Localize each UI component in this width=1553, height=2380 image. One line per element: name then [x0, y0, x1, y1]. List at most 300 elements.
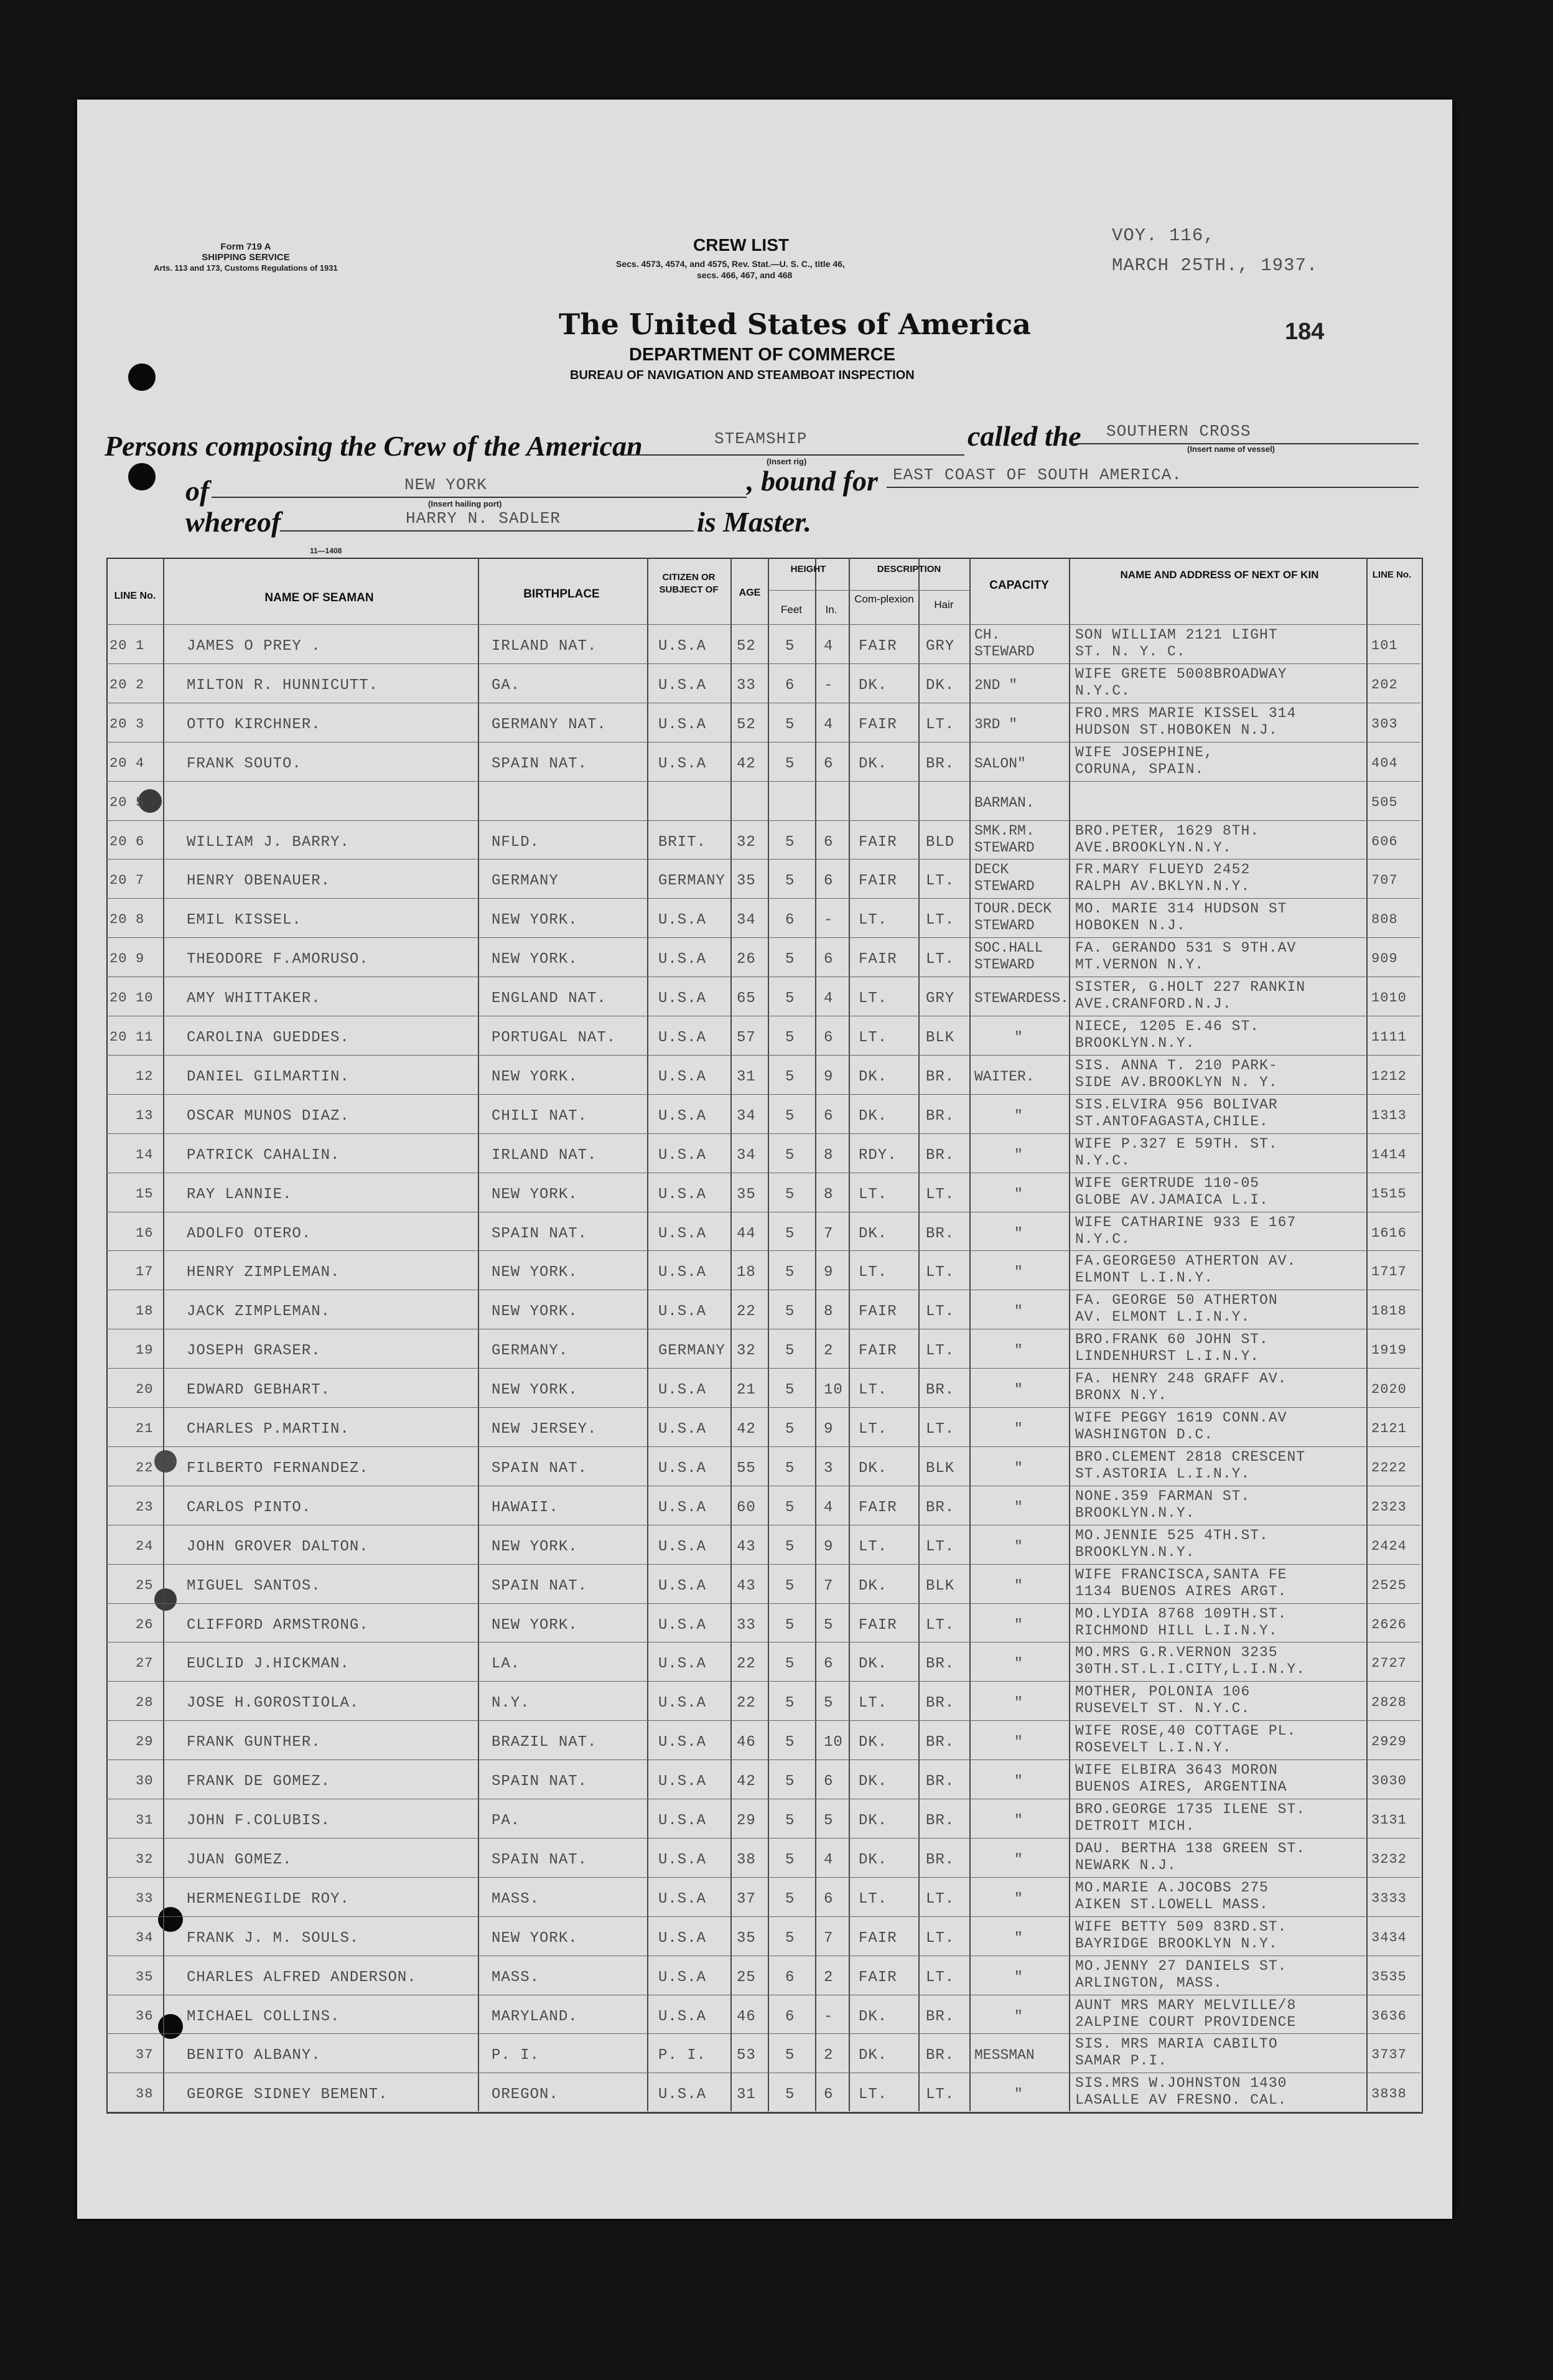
col-next-of-kin: NAME AND ADDRESS OF NEXT OF KIN — [1120, 569, 1319, 581]
line-number: 9 — [136, 951, 145, 967]
birthplace: OREGON. — [492, 2086, 559, 2104]
birthplace: GERMANY — [492, 873, 559, 890]
height-feet: 5 — [785, 1342, 795, 1360]
complexion: FAIR — [859, 1499, 897, 1516]
line-number-right: 2121 — [1371, 1421, 1407, 1436]
hair: DK. — [926, 677, 955, 694]
age: 34 — [737, 912, 756, 929]
complexion: RDY. — [859, 1146, 897, 1164]
next-of-kin: 2ALPINE COURT PROVIDENCE — [1075, 2013, 1297, 2030]
height-inches: 4 — [824, 990, 834, 1008]
next-of-kin: BRO.GEORGE 1735 ILENE ST. — [1075, 1801, 1306, 1817]
seaman-name: OSCAR MUNOS DIAZ. — [187, 1107, 350, 1125]
next-of-kin: NEWARK N.J. — [1075, 1857, 1177, 1873]
row-rule — [106, 1446, 1420, 1447]
hair: LT. — [926, 873, 955, 890]
col-birthplace: BIRTHPLACE — [523, 588, 600, 601]
citizenship: U.S.A — [658, 1616, 707, 1634]
next-of-kin: ST.ANTOFAGASTA,CHILE. — [1075, 1113, 1269, 1130]
birthplace: NEW YORK. — [492, 1264, 578, 1281]
col-feet: Feet — [780, 604, 803, 616]
next-of-kin: ROSEVELT L.I.N.Y. — [1075, 1740, 1232, 1756]
citizenship: U.S.A — [658, 1577, 707, 1595]
complexion: DK. — [859, 2047, 888, 2064]
height-feet: 5 — [785, 1656, 795, 1673]
line-number: 8 — [136, 912, 145, 928]
col-citizen: CITIZEN OR SUBJECT OF — [659, 572, 719, 595]
next-of-kin: FRO.MRS MARIE KISSEL 314 — [1075, 705, 1297, 721]
birthplace: NEW YORK. — [492, 1186, 578, 1203]
complexion: FAIR — [859, 1303, 897, 1321]
citizenship: U.S.A — [658, 1225, 707, 1242]
next-of-kin: ELMONT L.I.N.Y. — [1075, 1270, 1214, 1286]
birthplace: ENGLAND NAT. — [492, 990, 607, 1008]
complexion: LT. — [859, 1421, 888, 1438]
col-line-no-right: LINE No. — [1372, 569, 1412, 580]
complexion: LT. — [859, 912, 888, 929]
height-inches: 10 — [824, 1382, 843, 1399]
capacity: " — [1014, 1734, 1023, 1751]
row-rule — [106, 781, 1420, 782]
capacity: " — [1014, 1851, 1023, 1868]
line-number-right: 1919 — [1371, 1342, 1407, 1359]
capacity: " — [1014, 1186, 1023, 1202]
row-rule — [106, 1133, 1420, 1134]
seaman-name: THEODORE F.AMORUSO. — [187, 951, 369, 968]
print-code: 11—1408 — [310, 546, 342, 555]
seaman-name: FRANK DE GOMEZ. — [187, 1773, 331, 1791]
row-rule — [106, 937, 1420, 938]
height-feet: 5 — [785, 1851, 795, 1868]
height-inches: 6 — [824, 1107, 834, 1125]
height-inches: 4 — [824, 716, 834, 733]
line-number: 2 — [136, 677, 145, 693]
height-feet: 5 — [785, 1577, 795, 1595]
height-feet: 5 — [785, 833, 795, 851]
height-inches: 6 — [824, 1773, 834, 1791]
seaman-name: MILTON R. HUNNICUTT. — [187, 677, 379, 694]
next-of-kin: SIS.MRS W.JOHNSTON 1430 — [1075, 2075, 1287, 2092]
height-feet: 5 — [785, 873, 795, 890]
hair: LT. — [926, 1929, 955, 1947]
complexion: FAIR — [859, 716, 897, 733]
seaman-name: CAROLINA GUEDDES. — [187, 1029, 350, 1046]
capacity: " — [1014, 1812, 1023, 1829]
next-of-kin: BRO.PETER, 1629 8TH. — [1075, 822, 1260, 839]
birthplace: HAWAII. — [492, 1499, 559, 1516]
line-number-right: 404 — [1371, 755, 1398, 771]
birthplace: P. I. — [492, 2047, 540, 2064]
height-inches: 2 — [824, 1969, 834, 1986]
age: 26 — [737, 951, 756, 968]
birthplace: MARYLAND. — [492, 2008, 578, 2025]
next-of-kin: WIFE FRANCISCA,SANTA FE — [1075, 1566, 1287, 1583]
seaman-name: EUCLID J.HICKMAN. — [187, 1656, 350, 1673]
capacity: 3RD " — [974, 716, 1018, 733]
line-number: 38 — [136, 2086, 154, 2102]
next-of-kin: FA. HENRY 248 GRAFF AV. — [1075, 1370, 1287, 1387]
rig-hint: (Insert rig) — [767, 457, 807, 466]
col-line-no: LINE No. — [114, 591, 156, 601]
complexion: FAIR — [859, 873, 897, 890]
capacity: " — [1014, 1303, 1023, 1320]
birthplace: N.Y. — [492, 1695, 530, 1712]
destination: EAST COAST OF SOUTH AMERICA. — [893, 466, 1182, 484]
punch-hole-2 — [128, 463, 156, 490]
statute-line-1: Secs. 4573, 4574, and 4575, Rev. Stat.—U. S. C., title 46, — [616, 259, 845, 269]
citizenship: U.S.A — [658, 677, 707, 694]
hair: BR. — [926, 1812, 955, 1829]
seaman-name: HENRY ZIMPLEMAN. — [187, 1264, 340, 1281]
complexion: DK. — [859, 1068, 888, 1085]
hair: LT. — [926, 1186, 955, 1203]
height-inches: 8 — [824, 1303, 834, 1321]
capacity: " — [1014, 1107, 1023, 1124]
capacity: " — [1014, 1029, 1023, 1046]
next-of-kin: SIDE AV.BROOKLYN N. Y. — [1075, 1074, 1278, 1090]
line-number-right: 2222 — [1371, 1459, 1407, 1476]
citizenship: U.S.A — [658, 1851, 707, 1868]
age: 42 — [737, 1421, 756, 1438]
hair: BR. — [926, 1656, 955, 1673]
vessel-rig: STEAMSHIP — [714, 429, 808, 448]
citizenship: U.S.A — [658, 1969, 707, 1986]
next-of-kin: WIFE PEGGY 1619 CONN.AV — [1075, 1410, 1287, 1426]
age: 25 — [737, 1969, 756, 1986]
birthplace: IRLAND NAT. — [492, 1146, 597, 1164]
height-inches: 4 — [824, 638, 834, 655]
height-inches: 5 — [824, 1812, 834, 1829]
birthplace: SPAIN NAT. — [492, 755, 588, 772]
birthplace: LA. — [492, 1656, 521, 1673]
height-inches: 10 — [824, 1734, 843, 1751]
complexion: DK. — [859, 1812, 888, 1829]
row-rule — [106, 898, 1420, 899]
line-number: 26 — [136, 1616, 154, 1633]
complexion: FAIR — [859, 638, 897, 655]
age: 43 — [737, 1577, 756, 1595]
row-prefix: 20 — [110, 755, 128, 771]
height-inches: 6 — [824, 951, 834, 968]
capacity: STEWARD — [974, 917, 1035, 934]
citizenship: U.S.A — [658, 1146, 707, 1164]
line-number-right: 1515 — [1371, 1186, 1407, 1202]
capacity: BARMAN. — [974, 794, 1035, 811]
hair: BR. — [926, 1382, 955, 1399]
next-of-kin: 1134 BUENOS AIRES ARGT. — [1075, 1583, 1287, 1600]
capacity: " — [1014, 1656, 1023, 1672]
height-feet: 5 — [785, 716, 795, 733]
seaman-name: HENRY OBENAUER. — [187, 873, 331, 890]
complexion: DK. — [859, 1773, 888, 1791]
height-inches: 5 — [824, 1695, 834, 1712]
birthplace: CHILI NAT. — [492, 1107, 588, 1125]
height-inches: 2 — [824, 2047, 834, 2064]
complexion: FAIR — [859, 1969, 897, 1986]
next-of-kin: NONE.359 FARMAN ST. — [1075, 1488, 1251, 1504]
department-name: DEPARTMENT OF COMMERCE — [629, 345, 896, 365]
col-inches: In. — [825, 604, 837, 616]
row-rule — [106, 1877, 1420, 1878]
capacity: " — [1014, 1773, 1023, 1790]
next-of-kin: MO.JENNY 27 DANIELS ST. — [1075, 1957, 1287, 1974]
col-description: DESCRIPTION — [877, 564, 941, 574]
height-feet: 6 — [785, 1969, 795, 1986]
line-number: 20 — [136, 1382, 154, 1398]
next-of-kin: WIFE BETTY 509 83RD.ST. — [1075, 1918, 1287, 1935]
citizenship: U.S.A — [658, 1264, 707, 1281]
complexion: LT. — [859, 1538, 888, 1555]
line-number: 7 — [136, 873, 145, 889]
seaman-name: JAMES O PREY . — [187, 638, 321, 655]
age: 22 — [737, 1695, 756, 1712]
height-feet: 5 — [785, 951, 795, 968]
hair: LT. — [926, 1890, 955, 1908]
citizenship: P. I. — [658, 2047, 707, 2064]
col-capacity: CAPACITY — [989, 579, 1049, 592]
height-inches: 6 — [824, 1890, 834, 1908]
complexion: DK. — [859, 1225, 888, 1242]
row-prefix: 20 — [110, 912, 128, 928]
seaman-name: CHARLES ALFRED ANDERSON. — [187, 1969, 417, 1986]
line-number: 6 — [136, 833, 145, 850]
complexion: FAIR — [859, 1616, 897, 1634]
row-prefix: 20 — [110, 677, 128, 693]
hair: BR. — [926, 1068, 955, 1085]
next-of-kin: AVE.CRANFORD.N.J. — [1075, 996, 1232, 1013]
height-inches: 9 — [824, 1068, 834, 1085]
next-of-kin: CORUNA, SPAIN. — [1075, 761, 1205, 777]
seaman-name: BENITO ALBANY. — [187, 2047, 321, 2064]
age: 55 — [737, 1459, 756, 1477]
capacity: " — [1014, 1459, 1023, 1476]
birthplace: GERMANY NAT. — [492, 716, 607, 733]
next-of-kin: BROOKLYN.N.Y. — [1075, 1544, 1195, 1560]
height-subheader-rule — [768, 590, 849, 591]
next-of-kin: WIFE P.327 E 59TH. ST. — [1075, 1135, 1278, 1152]
height-inches: 7 — [824, 1577, 834, 1595]
age: 53 — [737, 2047, 756, 2064]
line-number: 17 — [136, 1264, 154, 1280]
line-number: 22 — [136, 1459, 154, 1476]
height-inches: 6 — [824, 1029, 834, 1046]
complexion: LT. — [859, 1382, 888, 1399]
height-inches: 5 — [824, 1616, 834, 1634]
birthplace: NEW YORK. — [492, 1068, 578, 1085]
seaman-name: ADOLFO OTERO. — [187, 1225, 312, 1242]
seaman-name: FRANK SOUTO. — [187, 755, 302, 772]
row-rule — [106, 1094, 1420, 1095]
age: 44 — [737, 1225, 756, 1242]
height-feet: 5 — [785, 2047, 795, 2064]
birthplace: SPAIN NAT. — [492, 1577, 588, 1595]
line-number-right: 3838 — [1371, 2086, 1407, 2102]
hair: BR. — [926, 2047, 955, 2064]
line-number: 32 — [136, 1851, 154, 1867]
seaman-name: CARLOS PINTO. — [187, 1499, 312, 1516]
height-feet: 5 — [785, 1929, 795, 1947]
next-of-kin: FA. GEORGE 50 ATHERTON — [1075, 1292, 1278, 1309]
age: 21 — [737, 1382, 756, 1399]
seaman-name: JOSE H.GOROSTIOLA. — [187, 1695, 360, 1712]
column-rule — [918, 558, 920, 2111]
line-number-right: 3131 — [1371, 1812, 1407, 1828]
line-number: 29 — [136, 1734, 154, 1750]
seaman-name: GEORGE SIDNEY BEMENT. — [187, 2086, 388, 2104]
line-number: 14 — [136, 1146, 154, 1163]
capacity: MESSMAN — [974, 2047, 1035, 2064]
birthplace: IRLAND NAT. — [492, 638, 597, 655]
next-of-kin: BRO.CLEMENT 2818 CRESCENT — [1075, 1448, 1306, 1465]
row-rule — [106, 1759, 1420, 1760]
line-number-right: 2828 — [1371, 1695, 1407, 1711]
next-of-kin: HOBOKEN N.J. — [1075, 917, 1186, 934]
age: 37 — [737, 1890, 756, 1908]
birthplace: NEW JERSEY. — [492, 1421, 597, 1438]
hair: GRY — [926, 638, 955, 655]
line-number-right: 202 — [1371, 677, 1398, 693]
capacity: " — [1014, 1929, 1023, 1946]
capacity: STEWARD — [974, 957, 1035, 973]
capacity: " — [1014, 2008, 1023, 2025]
col-hair: Hair — [934, 599, 954, 611]
height-feet: 5 — [785, 1303, 795, 1321]
complexion: DK. — [859, 1107, 888, 1125]
capacity: 2ND " — [974, 677, 1018, 693]
column-rule — [815, 558, 816, 2111]
row-rule — [106, 820, 1420, 821]
citizenship: U.S.A — [658, 1499, 707, 1516]
row-rule — [106, 742, 1420, 743]
citizenship: U.S.A — [658, 1929, 707, 1947]
capacity: STEWARDESS. — [974, 990, 1069, 1007]
seaman-name: FRANK GUNTHER. — [187, 1734, 321, 1751]
height-feet: 5 — [785, 1459, 795, 1477]
line-number: 21 — [136, 1421, 154, 1436]
citizenship: U.S.A — [658, 1656, 707, 1673]
line-number: 11 — [136, 1029, 154, 1045]
complexion: DK. — [859, 1459, 888, 1477]
hair: BR. — [926, 2008, 955, 2025]
complexion: DK. — [859, 755, 888, 772]
hair: BR. — [926, 1499, 955, 1516]
col-name: NAME OF SEAMAN — [264, 591, 374, 604]
next-of-kin: GLOBE AV.JAMAICA L.I. — [1075, 1191, 1269, 1208]
capacity: " — [1014, 1146, 1023, 1163]
row-prefix: 20 — [110, 873, 128, 889]
row-prefix: 20 — [110, 794, 128, 810]
height-feet: 5 — [785, 1499, 795, 1516]
form-number: Form 719 A SHIPPING SERVICE Arts. 113 and 173, Customs Regulations of 1931 — [154, 241, 338, 273]
seaman-name: AMY WHITTAKER. — [187, 990, 321, 1008]
row-rule — [106, 859, 1420, 860]
row-rule — [106, 1838, 1420, 1839]
age: 52 — [737, 638, 756, 655]
page-number: 184 — [1285, 319, 1325, 345]
next-of-kin: AVE.BROOKLYN.N.Y. — [1075, 839, 1232, 856]
birthplace: NEW YORK. — [492, 951, 578, 968]
next-of-kin: MO.JENNIE 525 4TH.ST. — [1075, 1527, 1269, 1544]
citizenship: U.S.A — [658, 1303, 707, 1321]
line-number-right: 3232 — [1371, 1851, 1407, 1867]
age: 60 — [737, 1499, 756, 1516]
age: 34 — [737, 1146, 756, 1164]
voyage-number: VOY. 116, — [1112, 225, 1215, 246]
citizenship: GERMANY — [658, 873, 725, 890]
birthplace: BRAZIL NAT. — [492, 1734, 597, 1751]
age: 35 — [737, 873, 756, 890]
citizenship: U.S.A — [658, 2008, 707, 2025]
column-rule — [1069, 558, 1070, 2111]
complexion: DK. — [859, 1656, 888, 1673]
citizenship: U.S.A — [658, 1812, 707, 1829]
header-rule — [106, 624, 1420, 625]
height-inches: 6 — [824, 755, 834, 772]
age: 42 — [737, 1773, 756, 1791]
next-of-kin: SON WILLIAM 2121 LIGHT — [1075, 627, 1278, 643]
complexion: LT. — [859, 1890, 888, 1908]
capacity: CH. — [974, 627, 1000, 643]
capacity: " — [1014, 1969, 1023, 1985]
age: 18 — [737, 1264, 756, 1281]
called-label: called the — [968, 420, 1081, 452]
height-inches: 4 — [824, 1499, 834, 1516]
hair: LT. — [926, 1969, 955, 1986]
seaman-name: PATRICK CAHALIN. — [187, 1146, 340, 1164]
line-number: 15 — [136, 1186, 154, 1202]
citizenship: U.S.A — [658, 1186, 707, 1203]
complexion: LT. — [859, 1695, 888, 1712]
next-of-kin: WIFE GRETE 5008BROADWAY — [1075, 665, 1287, 682]
height-feet: 5 — [785, 1421, 795, 1438]
hair: LT. — [926, 951, 955, 968]
bound-label: , bound for — [747, 465, 878, 497]
capacity: " — [1014, 1616, 1023, 1633]
capacity: " — [1014, 1382, 1023, 1398]
persons-label: Persons composing the Crew of the American — [105, 430, 643, 462]
height-feet: 5 — [785, 755, 795, 772]
age: 52 — [737, 716, 756, 733]
line-number: 30 — [136, 1773, 154, 1789]
capacity: TOUR.DECK — [974, 901, 1052, 917]
hair: BR. — [926, 1146, 955, 1164]
line-number-right: 2727 — [1371, 1656, 1407, 1672]
hair: BLK — [926, 1459, 955, 1477]
capacity: " — [1014, 1695, 1023, 1712]
next-of-kin: ST. N. Y. C. — [1075, 644, 1186, 660]
age: 35 — [737, 1186, 756, 1203]
description-subheader-rule — [849, 590, 969, 591]
seaman-name: EDWARD GEBHART. — [187, 1382, 331, 1399]
column-rule — [647, 558, 648, 2111]
row-prefix: 20 — [110, 951, 128, 967]
citizenship: U.S.A — [658, 1773, 707, 1791]
hailing-port: NEW YORK — [404, 476, 487, 494]
next-of-kin: MOTHER, POLONIA 106 — [1075, 1684, 1251, 1700]
birthplace: MASS. — [492, 1969, 540, 1986]
age: 22 — [737, 1656, 756, 1673]
next-of-kin: WIFE ROSE,40 COTTAGE PL. — [1075, 1723, 1297, 1740]
statute-line-2: secs. 466, 467, and 468 — [697, 270, 793, 280]
height-feet: 5 — [785, 2086, 795, 2104]
seaman-name: OTTO KIRCHNER. — [187, 716, 321, 733]
column-rule — [478, 558, 479, 2111]
height-feet: 5 — [785, 1734, 795, 1751]
height-feet: 5 — [785, 1107, 795, 1125]
line-number-right: 2626 — [1371, 1616, 1407, 1633]
birthplace: PA. — [492, 1812, 521, 1829]
row-prefix: 20 — [110, 1029, 128, 1045]
